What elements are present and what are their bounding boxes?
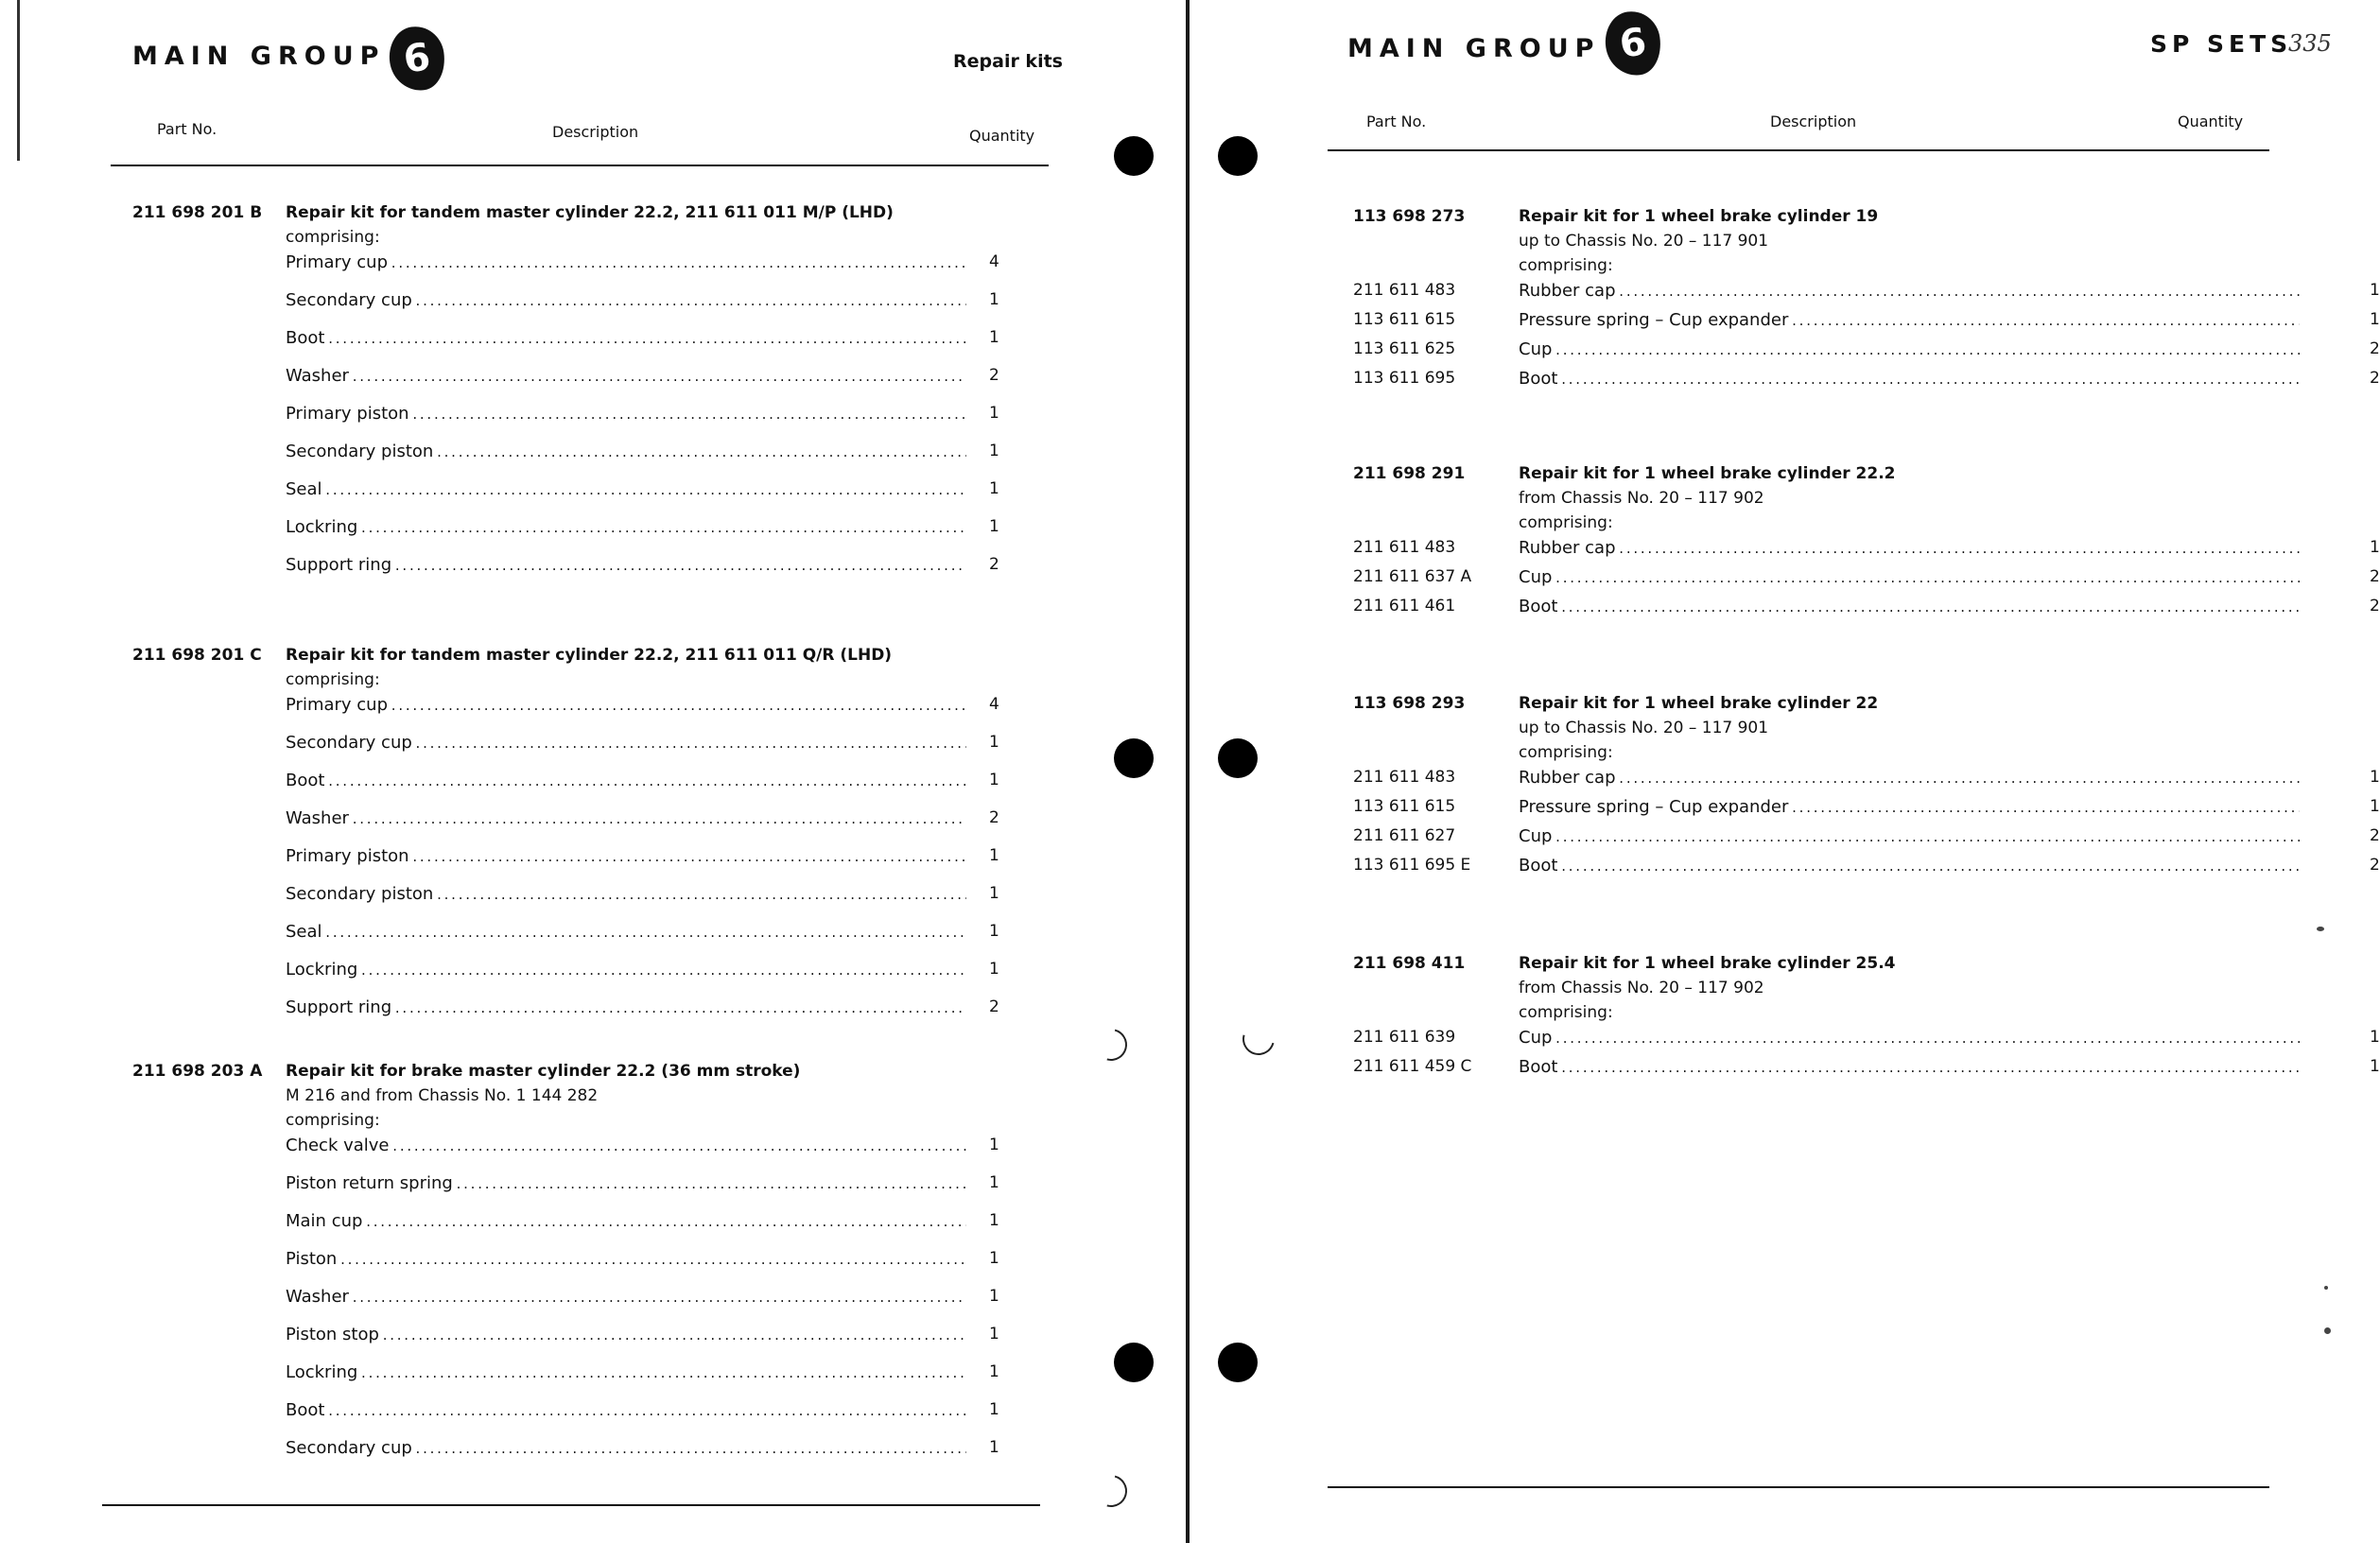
kit-note: comprising: <box>1519 1003 1613 1022</box>
column-header-part-no: Part No. <box>1366 113 1427 130</box>
kit-title: Repair kit for 1 wheel brake cylinder 25.4 <box>1519 954 1896 973</box>
scan-speck <box>2324 1286 2328 1290</box>
item-description: Support ring . . . <box>286 555 966 575</box>
item-quantity: 1 <box>989 1249 999 1268</box>
kit-item-row <box>132 846 1017 884</box>
kit-note-line <box>1353 489 2380 513</box>
item-description: Secondary piston . . . <box>286 884 966 904</box>
kit-note-line <box>132 228 1017 252</box>
kit-note-line <box>132 1086 1017 1111</box>
kit-note: comprising: <box>286 1111 380 1130</box>
item-quantity: 1 <box>989 733 999 752</box>
item-description: Main cup . . . <box>286 1211 966 1231</box>
kit-item-row <box>132 771 1017 808</box>
kit-item-row <box>132 366 1017 404</box>
kit-title: Repair kit for 1 wheel brake cylinder 19 <box>1519 207 1879 226</box>
item-description: Lockring . . . <box>286 960 966 980</box>
item-description: Support ring . . . <box>286 997 966 1017</box>
item-description: Pressure spring – Cup expander . . . <box>1519 310 2300 330</box>
main-group-heading: MAIN GROUP <box>1347 34 1601 63</box>
kit-header-row <box>1353 207 2380 232</box>
item-description: Piston stop . . . <box>286 1325 966 1344</box>
item-part-number: 211 611 483 <box>1353 281 1456 300</box>
kit-part-number: 211 698 201 C <box>132 646 262 665</box>
item-quantity: 1 <box>989 1173 999 1192</box>
item-quantity: 2 <box>2370 567 2380 586</box>
kit-item-row <box>132 1249 1017 1287</box>
item-quantity: 1 <box>989 290 999 309</box>
kit-item-row <box>1353 826 2380 856</box>
kit-section <box>1353 464 2380 626</box>
item-description: Boot . . . <box>1519 1057 2300 1077</box>
kit-item-row <box>132 1400 1017 1438</box>
item-quantity: 2 <box>989 808 999 827</box>
kit-item-row <box>1353 281 2380 310</box>
kit-item-row <box>1353 768 2380 797</box>
kit-note-line <box>1353 719 2380 743</box>
item-part-number: 113 611 695 E <box>1353 856 1471 875</box>
kit-item-row <box>132 479 1017 517</box>
item-part-number: 211 611 639 <box>1353 1028 1456 1047</box>
item-description: Boot . . . <box>286 1400 966 1420</box>
kit-item-row <box>132 1136 1017 1173</box>
item-part-number: 211 611 459 C <box>1353 1057 1472 1076</box>
kit-item-row <box>132 808 1017 846</box>
item-quantity: 1 <box>989 1325 999 1344</box>
item-description: Primary cup . . . <box>286 252 966 272</box>
kit-note: up to Chassis No. 20 – 117 901 <box>1519 719 1769 737</box>
item-quantity: 1 <box>989 922 999 941</box>
item-quantity: 2 <box>2370 369 2380 388</box>
kit-section <box>1353 207 2380 398</box>
footer-rule <box>102 1504 1040 1506</box>
kit-note: comprising: <box>1519 256 1613 275</box>
item-quantity: 1 <box>989 442 999 460</box>
kit-item-row <box>132 1287 1017 1325</box>
item-quantity: 1 <box>2370 538 2380 557</box>
kit-part-number: 113 698 293 <box>1353 694 1466 713</box>
kit-item-row <box>132 555 1017 593</box>
item-part-number: 113 611 615 <box>1353 797 1456 816</box>
item-description: Washer . . . <box>286 1287 966 1307</box>
item-description: Seal . . . <box>286 922 966 942</box>
item-description: Cup . . . <box>1519 1028 2300 1048</box>
kit-note-line <box>1353 979 2380 1003</box>
kit-item-row <box>132 290 1017 328</box>
column-header-description: Description <box>552 123 639 141</box>
kit-part-number: 211 698 291 <box>1353 464 1466 483</box>
scan-speck <box>2317 927 2324 931</box>
kit-note: M 216 and from Chassis No. 1 144 282 <box>286 1086 599 1105</box>
item-description: Primary cup . . . <box>286 695 966 715</box>
item-quantity: 2 <box>2370 339 2380 358</box>
kit-item-row <box>132 328 1017 366</box>
punch-hole <box>1218 738 1258 778</box>
kit-part-number: 211 698 411 <box>1353 954 1466 973</box>
item-description: Lockring . . . <box>286 517 966 537</box>
kit-item-row <box>1353 310 2380 339</box>
kit-header-row <box>132 646 1017 670</box>
kit-item-row <box>132 252 1017 290</box>
header-rule <box>111 165 1049 166</box>
kit-note: comprising: <box>286 670 380 689</box>
item-quantity: 2 <box>2370 597 2380 615</box>
punch-hole <box>1114 738 1154 778</box>
kit-item-row <box>1353 797 2380 826</box>
kit-item-row <box>132 1211 1017 1249</box>
section-heading: SP SETS <box>2150 30 2293 58</box>
item-quantity: 1 <box>989 771 999 789</box>
item-description: Pressure spring – Cup expander . . . <box>1519 797 2300 817</box>
kit-header-row <box>132 1062 1017 1086</box>
item-description: Boot . . . <box>286 771 966 790</box>
item-description: Washer . . . <box>286 808 966 828</box>
punch-hole <box>1218 1343 1258 1382</box>
kit-item-row <box>1353 369 2380 398</box>
item-description: Secondary cup . . . <box>286 1438 966 1458</box>
kit-note: from Chassis No. 20 – 117 902 <box>1519 489 1764 508</box>
kit-part-number: 113 698 273 <box>1353 207 1466 226</box>
item-quantity: 2 <box>989 555 999 574</box>
item-quantity: 1 <box>2370 1028 2380 1047</box>
item-description: Cup . . . <box>1519 826 2300 846</box>
handwritten-page-number: 335 <box>2288 30 2332 57</box>
item-quantity: 1 <box>989 517 999 536</box>
item-quantity: 1 <box>989 1400 999 1419</box>
column-header-quantity: Quantity <box>2178 113 2244 130</box>
item-quantity: 1 <box>989 884 999 903</box>
group-number-badge: 6 <box>386 23 449 94</box>
kit-item-row <box>1353 597 2380 626</box>
item-quantity: 1 <box>2370 768 2380 787</box>
item-part-number: 211 611 637 A <box>1353 567 1472 586</box>
kit-section <box>132 1062 1017 1476</box>
item-description: Washer . . . <box>286 366 966 386</box>
kit-part-number: 211 698 203 A <box>132 1062 263 1081</box>
item-quantity: 2 <box>989 366 999 385</box>
item-quantity: 1 <box>2370 1057 2380 1076</box>
kit-item-row <box>132 1362 1017 1400</box>
item-quantity: 1 <box>989 404 999 423</box>
item-description: Boot . . . <box>1519 856 2300 876</box>
kit-item-row <box>132 517 1017 555</box>
item-description: Boot . . . <box>286 328 966 348</box>
item-description: Cup . . . <box>1519 339 2300 359</box>
group-number-badge: 6 <box>1602 8 1665 78</box>
kit-note-line <box>1353 513 2380 538</box>
column-header-quantity: Quantity <box>969 127 1035 145</box>
item-description: Rubber cap . . . <box>1519 768 2300 788</box>
kit-note: up to Chassis No. 20 – 117 901 <box>1519 232 1769 251</box>
kit-item-row <box>132 884 1017 922</box>
item-quantity: 1 <box>989 1438 999 1457</box>
section-heading: Repair kits <box>953 51 1063 72</box>
kit-section <box>132 646 1017 1035</box>
item-quantity: 2 <box>989 997 999 1016</box>
kit-item-row <box>132 997 1017 1035</box>
item-description: Primary piston . . . <box>286 404 966 424</box>
item-description: Check valve . . . <box>286 1136 966 1155</box>
kit-item-row <box>132 922 1017 960</box>
kit-item-row <box>1353 1028 2380 1057</box>
item-description: Piston . . . <box>286 1249 966 1269</box>
ring-mark <box>1089 1469 1133 1513</box>
item-description: Secondary cup . . . <box>286 733 966 753</box>
kit-title: Repair kit for tandem master cylinder 22.2, 211 611 011 M/P (LHD) <box>286 203 894 222</box>
item-description: Rubber cap . . . <box>1519 538 2300 558</box>
column-header-description: Description <box>1770 113 1857 130</box>
scan-speck <box>2324 1327 2331 1334</box>
kit-section <box>1353 954 2380 1086</box>
kit-section <box>1353 694 2380 885</box>
item-part-number: 113 611 695 <box>1353 369 1456 388</box>
item-description: Seal . . . <box>286 479 966 499</box>
kit-item-row <box>1353 1057 2380 1086</box>
column-header-part-no: Part No. <box>157 120 217 138</box>
item-part-number: 113 611 625 <box>1353 339 1456 358</box>
kit-item-row <box>1353 339 2380 369</box>
kit-title: Repair kit for 1 wheel brake cylinder 22.2 <box>1519 464 1896 483</box>
kit-item-row <box>132 442 1017 479</box>
header-rule <box>1328 149 2269 151</box>
item-quantity: 1 <box>989 1287 999 1306</box>
kit-item-row <box>1353 538 2380 567</box>
main-group-heading: MAIN GROUP <box>132 42 386 71</box>
item-part-number: 211 611 483 <box>1353 538 1456 557</box>
kit-note-line <box>1353 256 2380 281</box>
item-quantity: 2 <box>2370 856 2380 875</box>
item-description: Boot . . . <box>1519 597 2300 616</box>
punch-hole <box>1218 136 1258 176</box>
kit-item-row <box>132 404 1017 442</box>
item-quantity: 4 <box>989 252 999 271</box>
kit-note: comprising: <box>1519 513 1613 532</box>
item-quantity: 1 <box>989 960 999 979</box>
kit-header-row <box>132 203 1017 228</box>
kit-header-row <box>1353 464 2380 489</box>
item-part-number: 113 611 615 <box>1353 310 1456 329</box>
item-quantity: 1 <box>2370 797 2380 816</box>
ring-mark <box>1089 1023 1133 1066</box>
kit-item-row <box>132 1173 1017 1211</box>
kit-note-line <box>1353 232 2380 256</box>
item-quantity: 1 <box>989 479 999 498</box>
kit-note-line <box>132 1111 1017 1136</box>
item-quantity: 1 <box>989 1136 999 1154</box>
item-quantity: 1 <box>2370 281 2380 300</box>
kit-item-row <box>132 695 1017 733</box>
kit-item-row <box>132 1438 1017 1476</box>
item-description: Secondary cup . . . <box>286 290 966 310</box>
kit-header-row <box>1353 954 2380 979</box>
footer-rule <box>1328 1486 2269 1488</box>
item-quantity: 1 <box>989 1211 999 1230</box>
item-description: Boot . . . <box>1519 369 2300 389</box>
item-quantity: 2 <box>2370 826 2380 845</box>
kit-item-row <box>132 1325 1017 1362</box>
kit-note: from Chassis No. 20 – 117 902 <box>1519 979 1764 997</box>
item-description: Secondary piston . . . <box>286 442 966 461</box>
kit-title: Repair kit for 1 wheel brake cylinder 22 <box>1519 694 1879 713</box>
item-description: Lockring . . . <box>286 1362 966 1382</box>
kit-item-row <box>1353 856 2380 885</box>
kit-item-row <box>1353 567 2380 597</box>
item-quantity: 1 <box>989 846 999 865</box>
item-quantity: 1 <box>989 328 999 347</box>
item-description: Rubber cap . . . <box>1519 281 2300 301</box>
punch-hole <box>1114 1343 1154 1382</box>
kit-header-row <box>1353 694 2380 719</box>
item-part-number: 211 611 461 <box>1353 597 1456 615</box>
item-quantity: 4 <box>989 695 999 714</box>
page-edge-line <box>17 0 20 161</box>
kit-note: comprising: <box>286 228 380 247</box>
kit-note-line <box>1353 1003 2380 1028</box>
left-page <box>0 0 1187 1543</box>
item-description: Piston return spring . . . <box>286 1173 966 1193</box>
kit-note: comprising: <box>1519 743 1613 762</box>
kit-section <box>132 203 1017 593</box>
item-description: Cup . . . <box>1519 567 2300 587</box>
item-part-number: 211 611 627 <box>1353 826 1456 845</box>
kit-note-line <box>132 670 1017 695</box>
item-part-number: 211 611 483 <box>1353 768 1456 787</box>
punch-hole <box>1114 136 1154 176</box>
kit-item-row <box>132 960 1017 997</box>
kit-title: Repair kit for brake master cylinder 22.2 (36 mm stroke) <box>286 1062 801 1081</box>
item-quantity: 1 <box>989 1362 999 1381</box>
kit-item-row <box>132 733 1017 771</box>
kit-title: Repair kit for tandem master cylinder 22.2, 211 611 011 Q/R (LHD) <box>286 646 893 665</box>
item-description: Primary piston . . . <box>286 846 966 866</box>
right-page <box>1190 0 2380 1543</box>
item-quantity: 1 <box>2370 310 2380 329</box>
kit-note-line <box>1353 743 2380 768</box>
ring-mark <box>1237 1017 1280 1061</box>
kit-part-number: 211 698 201 B <box>132 203 263 222</box>
